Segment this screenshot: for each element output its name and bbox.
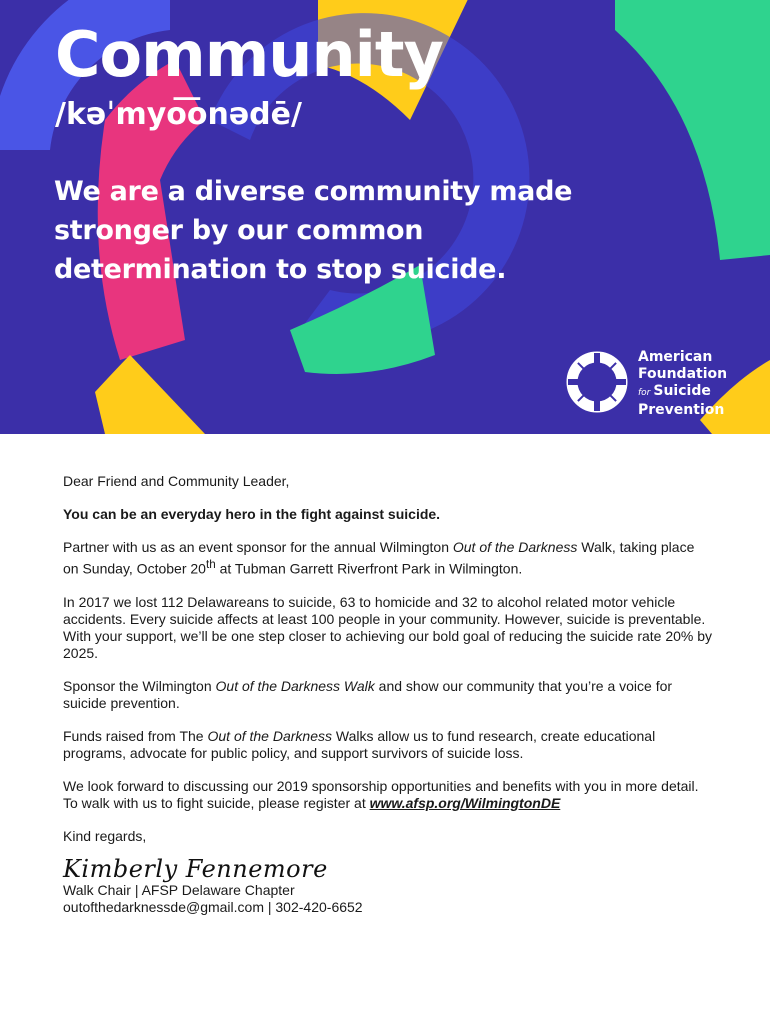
yellow-arc-bottom-shape bbox=[95, 355, 205, 434]
lead-line: You can be an everyday hero in the fight against suicide. bbox=[63, 506, 441, 522]
register-link[interactable]: www.afsp.org/WilmingtonDE bbox=[369, 794, 561, 811]
p1-text-c: Walk, taking place on Sunday, October 20 bbox=[63, 539, 695, 577]
signer-block bbox=[63, 882, 713, 916]
logo-for: for bbox=[638, 388, 651, 398]
header-banner bbox=[0, 0, 770, 434]
p5-text-a: We look forward to discussing our 2019 sponsorship opportunities and benefits with you in more detail. To walk with us to fight suicide, please register at bbox=[63, 777, 699, 811]
banner-title: Community bbox=[55, 18, 443, 91]
paragraph-funds bbox=[63, 728, 713, 762]
logo-line-3 bbox=[638, 383, 727, 402]
paragraph-sponsor bbox=[63, 678, 713, 712]
letter-body bbox=[63, 473, 713, 916]
p3-text-c: and show our community that you’re a voice for suicide prevention. bbox=[63, 677, 673, 711]
p4-event-name: Out of the Darkness bbox=[207, 727, 332, 744]
greeting: Dear Friend and Community Leader, bbox=[63, 473, 290, 489]
signature: Kimberly Fennemore bbox=[63, 854, 328, 883]
green-arc-top-shape bbox=[615, 0, 770, 260]
logo-wordmark bbox=[638, 349, 727, 419]
signer-role: Walk Chair | AFSP Delaware Chapter bbox=[63, 881, 295, 898]
logo-line-1: American bbox=[638, 349, 713, 365]
paragraph-partner bbox=[63, 539, 713, 578]
p4-text-a: Funds raised from The bbox=[63, 727, 208, 744]
paragraph-register bbox=[63, 778, 713, 812]
lifebuoy-icon bbox=[566, 351, 628, 413]
p1-ordinal: th bbox=[205, 558, 216, 571]
p4-text-c: Walks allow us to fund research, create educational programs, advocate for public policy, and support survivors of suicide loss. bbox=[63, 727, 656, 761]
banner-pronunciation: /kəˈmyo͞onədē/ bbox=[55, 97, 302, 132]
closing-line: Kind regards, bbox=[63, 827, 147, 844]
logo-line-4: Prevention bbox=[638, 402, 725, 418]
p1-event-name: Out of the Darkness bbox=[452, 539, 578, 555]
logo-line-2: Foundation bbox=[638, 366, 728, 382]
p1-text-a: Partner with us as an event sponsor for the annual Wilmington bbox=[63, 539, 453, 555]
p3-text-a: Sponsor the Wilmington bbox=[63, 677, 216, 694]
paragraph-statistics: In 2017 we lost 112 Delawareans to suicide, 63 to homicide and 32 to alcohol related motor vehicle accidents. Every suicide affects at least 100 people in your community. However, suicide is preventable. With your support, we’ll be one step closer to achieving our bold goal of reducing the suicide rate 20% by 2025. bbox=[63, 593, 713, 661]
afsp-logo bbox=[566, 349, 766, 419]
banner-tagline: We are a diverse community made stronger by our common determination to stop suicide. bbox=[54, 176, 573, 285]
signer-contact: outofthedarknessde@gmail.com | 302-420-6652 bbox=[63, 898, 363, 915]
logo-suicide: Suicide bbox=[653, 383, 711, 399]
p3-event-name: Out of the Darkness Walk bbox=[215, 677, 375, 694]
p1-text-d: at Tubman Garrett Riverfront Park in Wilmington. bbox=[215, 560, 523, 577]
